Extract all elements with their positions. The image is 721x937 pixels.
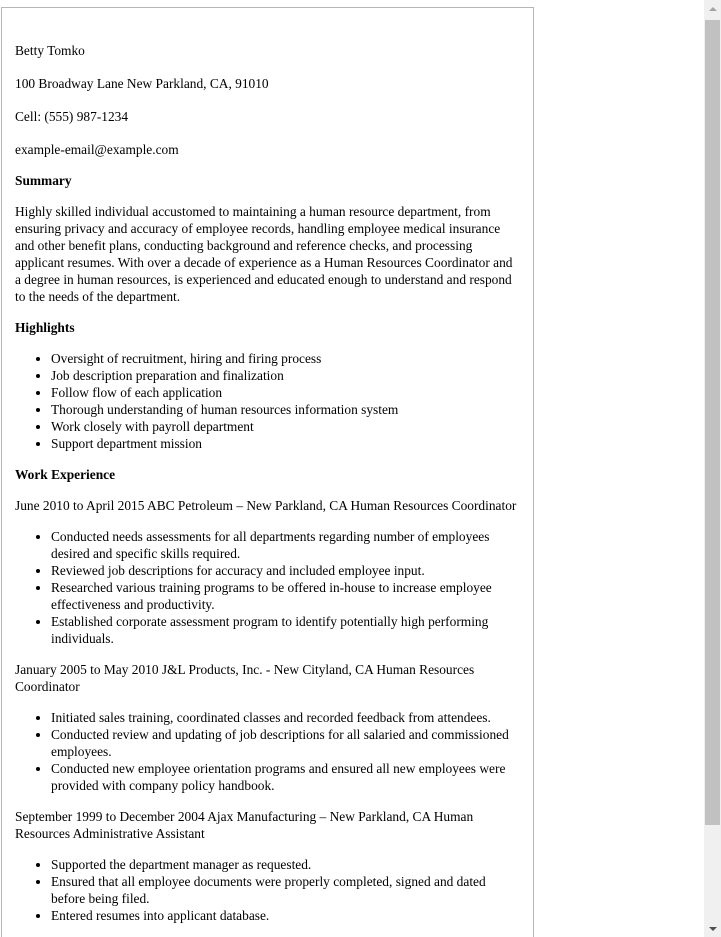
list-item: • Work closely with payroll department [51, 418, 519, 435]
list-item: • Thorough understanding of human resources information system [51, 401, 519, 418]
work-experience-heading: Work Experience [15, 467, 116, 482]
highlights-list [15, 350, 519, 452]
summary-heading: Summary [15, 173, 72, 188]
job-title-line: September 1999 to December 2004 Ajax Manufacturing – New Parkland, CA Human Resources Administrative Assistant [15, 809, 474, 841]
vertical-scrollbar[interactable] [704, 0, 721, 937]
job-bullets [15, 856, 519, 924]
list-item: • Conducted review and updating of job descriptions for all salaried and commissioned employees. [51, 726, 519, 760]
scroll-up-button[interactable] [704, 0, 721, 17]
list-item: • Researched various training programs to be offered in-house to increase employee effectiveness and productivity. [51, 579, 519, 613]
list-item: • Oversight of recruitment, hiring and firing process [51, 350, 519, 367]
list-item: • Conducted needs assessments for all departments regarding number of employees desired and specific skills required. [51, 528, 519, 562]
summary-text: Highly skilled individual accustomed to maintaining a human resource department, from ensuring privacy and accuracy of employee records, handling employee medical insurance and other benefit plans, conducting background and reference checks, and processing applicant resumes. With over a decade of experience as a Human Resources Coordinator and a degree in human resources, is experienced and educated enough to understand and respond to the needs of the department. [15, 204, 513, 304]
list-item: • Support department mission [51, 435, 519, 452]
list-item: • Follow flow of each application [51, 384, 519, 401]
list-item: • Reviewed job descriptions for accuracy and included employee input. [51, 562, 519, 579]
list-item: • Entered resumes into applicant database. [51, 907, 519, 924]
arrow-up-icon [709, 7, 717, 11]
resume-page [1, 7, 534, 937]
list-item: • Supported the department manager as requested. [51, 856, 519, 873]
contact-phone: Cell: (555) 987-1234 [15, 109, 129, 124]
scrollbar-thumb[interactable] [705, 20, 720, 825]
job-bullets [15, 709, 519, 794]
highlights-heading: Highlights [15, 320, 75, 335]
scroll-down-button[interactable] [704, 920, 721, 937]
job-title-line: June 2010 to April 2015 ABC Petroleum – New Parkland, CA Human Resources Coordinator [15, 498, 517, 513]
list-item: • Initiated sales training, coordinated classes and recorded feedback from attendees. [51, 709, 519, 726]
job-bullets [15, 528, 519, 647]
list-item: • Job description preparation and finalization [51, 367, 519, 384]
contact-address: 100 Broadway Lane New Parkland, CA, 91010 [15, 76, 269, 91]
job-title-line: January 2005 to May 2010 J&L Products, Inc. - New Cityland, CA Human Resources Coordinator [15, 662, 475, 694]
list-item: • Established corporate assessment program to identify potentially high performing individuals. [51, 613, 519, 647]
arrow-down-icon [709, 927, 717, 931]
list-item: • Conducted new employee orientation programs and ensured all new employees were provided with company policy handbook. [51, 760, 519, 794]
contact-name: Betty Tomko [15, 43, 85, 58]
list-item: • Ensured that all employee documents were properly completed, signed and dated before being filed. [51, 873, 519, 907]
contact-email: example-email@example.com [15, 142, 179, 157]
